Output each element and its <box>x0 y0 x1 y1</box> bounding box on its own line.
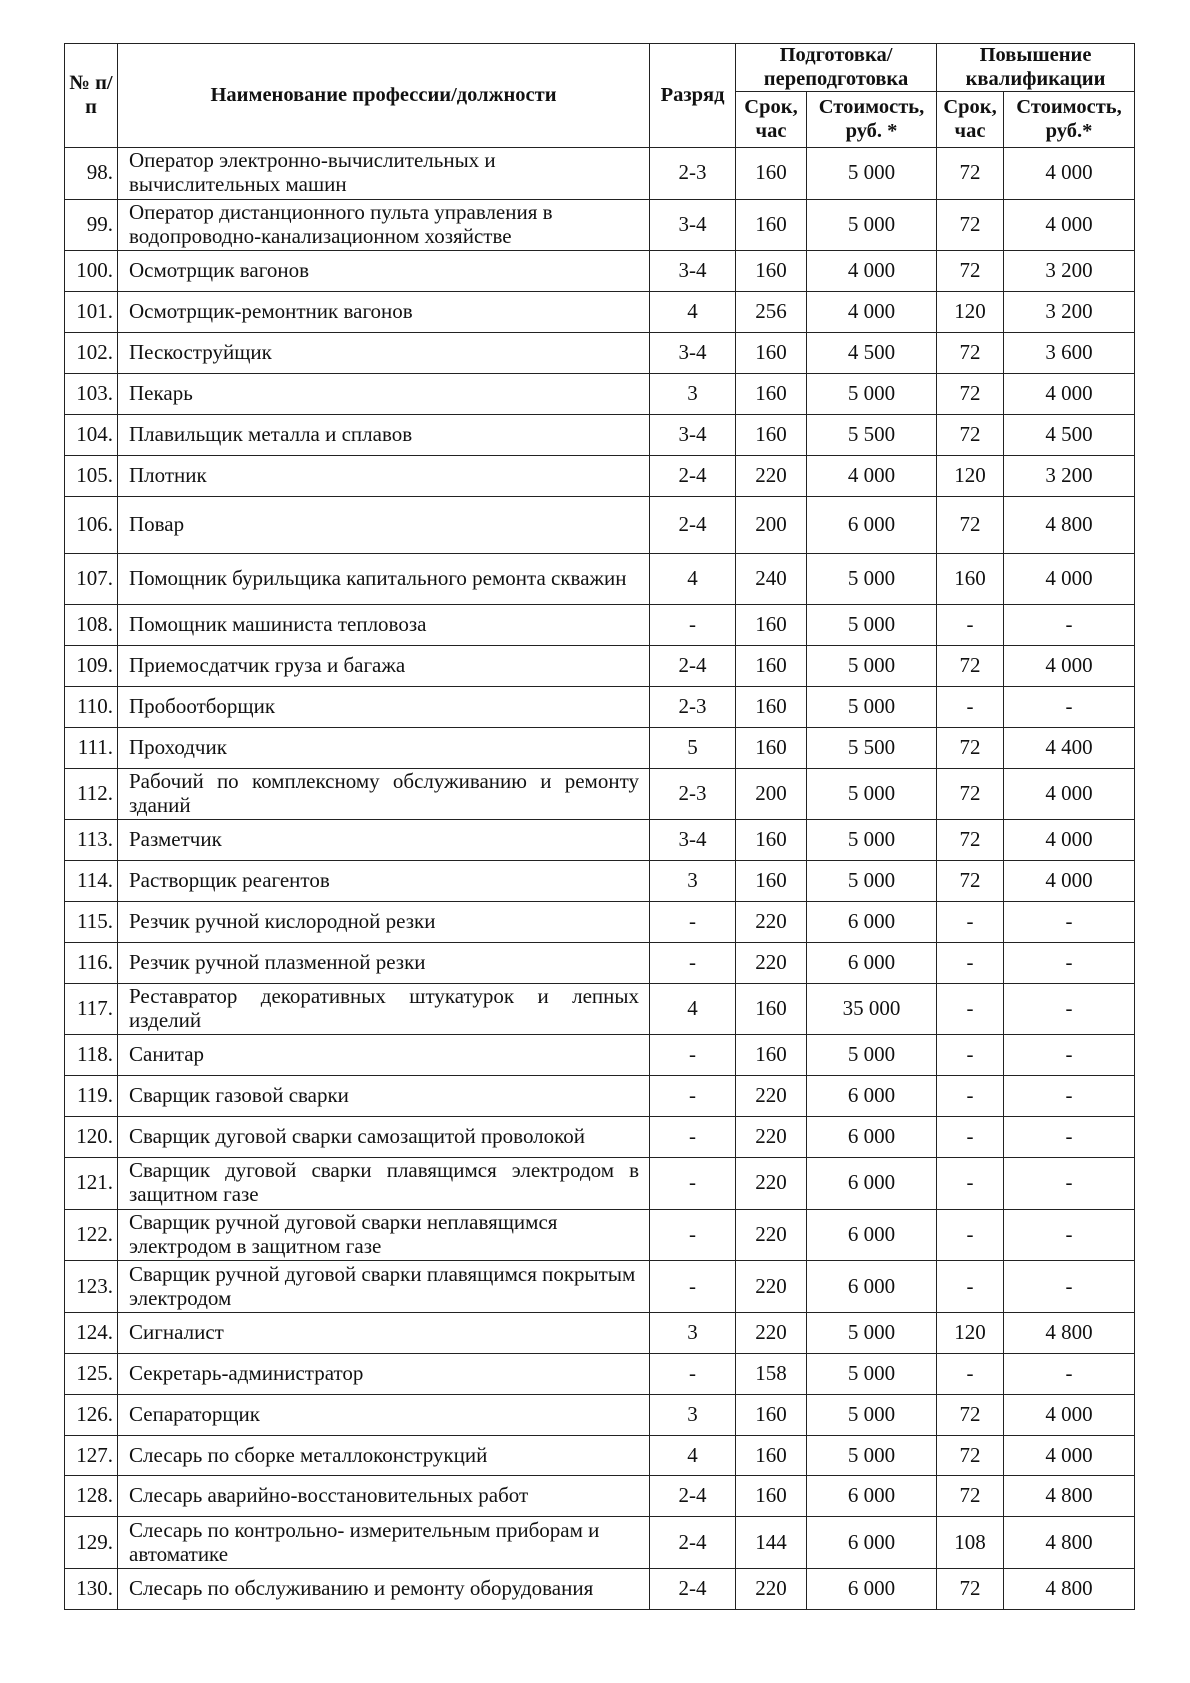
training-hours: 220 <box>736 1568 807 1609</box>
header-advanced-term: Срок, час <box>937 92 1004 148</box>
row-number: 130. <box>65 1568 118 1609</box>
table-row <box>65 1312 1135 1353</box>
advanced-cost: 3 200 <box>1004 251 1135 292</box>
profession-name: Резчик ручной кислородной резки <box>118 902 650 943</box>
advanced-hours: - <box>937 1035 1004 1076</box>
profession-name: Плотник <box>118 455 650 496</box>
training-hours: 160 <box>736 1035 807 1076</box>
professions-price-table <box>64 43 1135 1610</box>
advanced-cost: 4 800 <box>1004 1312 1135 1353</box>
table-row <box>65 373 1135 414</box>
training-hours: 160 <box>736 686 807 727</box>
advanced-hours: 120 <box>937 455 1004 496</box>
profession-name: Оператор электронно-вычислительных и вычислительных машин <box>118 148 650 200</box>
row-number: 107. <box>65 553 118 605</box>
header-num: № п/п <box>65 44 118 148</box>
header-training: Подготовка/ переподготовка <box>736 44 937 92</box>
advanced-hours: 160 <box>937 553 1004 605</box>
row-number: 111. <box>65 727 118 768</box>
profession-name: Слесарь по контрольно- измерительным приборам и автоматике <box>118 1517 650 1569</box>
training-cost: 6 000 <box>807 1476 937 1517</box>
grade-cell: 2-4 <box>650 455 736 496</box>
training-cost: 6 000 <box>807 1117 937 1158</box>
training-hours: 220 <box>736 902 807 943</box>
advanced-hours: - <box>937 686 1004 727</box>
training-hours: 144 <box>736 1517 807 1569</box>
advanced-hours: - <box>937 1117 1004 1158</box>
training-cost: 5 000 <box>807 646 937 687</box>
row-number: 103. <box>65 373 118 414</box>
profession-name: Сварщик газовой сварки <box>118 1076 650 1117</box>
row-number: 114. <box>65 861 118 902</box>
row-number: 126. <box>65 1394 118 1435</box>
training-cost: 6 000 <box>807 942 937 983</box>
table-row <box>65 1158 1135 1210</box>
row-number: 105. <box>65 455 118 496</box>
training-hours: 220 <box>736 1261 807 1313</box>
training-cost: 4 000 <box>807 292 937 333</box>
table-row <box>65 1517 1135 1569</box>
grade-cell: - <box>650 605 736 646</box>
advanced-hours: 72 <box>937 861 1004 902</box>
training-cost: 5 500 <box>807 727 937 768</box>
training-hours: 158 <box>736 1353 807 1394</box>
training-hours: 160 <box>736 251 807 292</box>
training-hours: 240 <box>736 553 807 605</box>
advanced-hours: 108 <box>937 1517 1004 1569</box>
table-row <box>65 1261 1135 1313</box>
table-row <box>65 414 1135 455</box>
training-hours: 160 <box>736 373 807 414</box>
advanced-cost: - <box>1004 1117 1135 1158</box>
grade-cell: - <box>650 942 736 983</box>
profession-name: Осмотрщик вагонов <box>118 251 650 292</box>
training-hours: 220 <box>736 1312 807 1353</box>
row-number: 109. <box>65 646 118 687</box>
advanced-hours: 72 <box>937 148 1004 200</box>
row-number: 102. <box>65 332 118 373</box>
advanced-hours: - <box>937 1353 1004 1394</box>
table-row <box>65 1435 1135 1476</box>
grade-cell: 2-4 <box>650 1568 736 1609</box>
training-hours: 160 <box>736 1435 807 1476</box>
training-hours: 220 <box>736 1117 807 1158</box>
advanced-hours: 72 <box>937 496 1004 553</box>
table-row <box>65 148 1135 200</box>
grade-cell: 4 <box>650 292 736 333</box>
advanced-cost: 4 800 <box>1004 1568 1135 1609</box>
training-cost: 5 000 <box>807 1353 937 1394</box>
grade-cell: 3 <box>650 373 736 414</box>
profession-name: Проходчик <box>118 727 650 768</box>
training-cost: 5 000 <box>807 199 937 251</box>
training-cost: 6 000 <box>807 1261 937 1313</box>
row-number: 121. <box>65 1158 118 1210</box>
table-row <box>65 332 1135 373</box>
header-grade: Разряд <box>650 44 736 148</box>
table-row <box>65 942 1135 983</box>
advanced-cost: 3 200 <box>1004 292 1135 333</box>
advanced-hours: - <box>937 1261 1004 1313</box>
table-row <box>65 768 1135 820</box>
training-hours: 160 <box>736 983 807 1035</box>
advanced-cost: - <box>1004 1076 1135 1117</box>
profession-name: Пекарь <box>118 373 650 414</box>
header-training-cost: Стоимость, руб. * <box>807 92 937 148</box>
row-number: 108. <box>65 605 118 646</box>
advanced-cost: 4 500 <box>1004 414 1135 455</box>
row-number: 115. <box>65 902 118 943</box>
advanced-cost: - <box>1004 1158 1135 1210</box>
row-number: 110. <box>65 686 118 727</box>
row-number: 100. <box>65 251 118 292</box>
table-row <box>65 861 1135 902</box>
training-hours: 160 <box>736 1476 807 1517</box>
training-cost: 6 000 <box>807 496 937 553</box>
advanced-hours: 72 <box>937 727 1004 768</box>
advanced-hours: - <box>937 942 1004 983</box>
training-hours: 220 <box>736 1209 807 1261</box>
row-number: 124. <box>65 1312 118 1353</box>
table-row <box>65 902 1135 943</box>
row-number: 129. <box>65 1517 118 1569</box>
grade-cell: 3-4 <box>650 251 736 292</box>
grade-cell: 3-4 <box>650 820 736 861</box>
grade-cell: - <box>650 1209 736 1261</box>
advanced-hours: 72 <box>937 414 1004 455</box>
advanced-hours: 72 <box>937 646 1004 687</box>
header-name: Наименование профессии/должности <box>118 44 650 148</box>
training-hours: 220 <box>736 1158 807 1210</box>
advanced-hours: 72 <box>937 768 1004 820</box>
training-hours: 160 <box>736 1394 807 1435</box>
advanced-cost: - <box>1004 686 1135 727</box>
table-row <box>65 820 1135 861</box>
profession-name: Слесарь аварийно-восстановительных работ <box>118 1476 650 1517</box>
advanced-cost: 4 000 <box>1004 1394 1135 1435</box>
training-hours: 200 <box>736 496 807 553</box>
advanced-cost: 4 000 <box>1004 768 1135 820</box>
row-number: 123. <box>65 1261 118 1313</box>
advanced-cost: 4 000 <box>1004 148 1135 200</box>
training-cost: 5 000 <box>807 373 937 414</box>
training-cost: 6 000 <box>807 1076 937 1117</box>
table-row <box>65 1568 1135 1609</box>
training-cost: 6 000 <box>807 1209 937 1261</box>
profession-name: Санитар <box>118 1035 650 1076</box>
advanced-cost: - <box>1004 605 1135 646</box>
profession-name: Сварщик дуговой сварки плавящимся электродом в защитном газе <box>118 1158 650 1210</box>
training-cost: 4 000 <box>807 455 937 496</box>
training-cost: 4 000 <box>807 251 937 292</box>
advanced-cost: 4 000 <box>1004 373 1135 414</box>
profession-name: Разметчик <box>118 820 650 861</box>
advanced-hours: - <box>937 1076 1004 1117</box>
grade-cell: 3-4 <box>650 332 736 373</box>
training-cost: 6 000 <box>807 1158 937 1210</box>
table-row <box>65 605 1135 646</box>
advanced-hours: - <box>937 1209 1004 1261</box>
training-hours: 160 <box>736 148 807 200</box>
profession-name: Рабочий по комплексному обслуживанию и ремонту зданий <box>118 768 650 820</box>
training-cost: 4 500 <box>807 332 937 373</box>
grade-cell: 3-4 <box>650 414 736 455</box>
grade-cell: 2-4 <box>650 496 736 553</box>
advanced-cost: 4 400 <box>1004 727 1135 768</box>
grade-cell: - <box>650 1353 736 1394</box>
profession-name: Резчик ручной плазменной резки <box>118 942 650 983</box>
grade-cell: 2-3 <box>650 148 736 200</box>
row-number: 106. <box>65 496 118 553</box>
table-row <box>65 455 1135 496</box>
grade-cell: - <box>650 1261 736 1313</box>
grade-cell: 3 <box>650 1394 736 1435</box>
training-hours: 220 <box>736 942 807 983</box>
training-cost: 35 000 <box>807 983 937 1035</box>
advanced-cost: 4 000 <box>1004 646 1135 687</box>
profession-name: Оператор дистанционного пульта управления в водопроводно-канализационном хозяйстве <box>118 199 650 251</box>
grade-cell: 4 <box>650 983 736 1035</box>
row-number: 112. <box>65 768 118 820</box>
row-number: 113. <box>65 820 118 861</box>
profession-name: Сепараторщик <box>118 1394 650 1435</box>
grade-cell: - <box>650 1035 736 1076</box>
profession-name: Растворщик реагентов <box>118 861 650 902</box>
training-cost: 5 000 <box>807 1435 937 1476</box>
profession-name: Приемосдатчик груза и багажа <box>118 646 650 687</box>
grade-cell: 4 <box>650 1435 736 1476</box>
advanced-cost: - <box>1004 902 1135 943</box>
row-number: 117. <box>65 983 118 1035</box>
advanced-hours: 72 <box>937 1476 1004 1517</box>
advanced-hours: 72 <box>937 373 1004 414</box>
advanced-cost: 3 600 <box>1004 332 1135 373</box>
table-row <box>65 292 1135 333</box>
profession-name: Помощник машиниста тепловоза <box>118 605 650 646</box>
training-cost: 5 000 <box>807 686 937 727</box>
profession-name: Повар <box>118 496 650 553</box>
advanced-cost: 4 000 <box>1004 820 1135 861</box>
advanced-cost: - <box>1004 1209 1135 1261</box>
row-number: 125. <box>65 1353 118 1394</box>
training-cost: 5 000 <box>807 861 937 902</box>
grade-cell: 3-4 <box>650 199 736 251</box>
training-hours: 160 <box>736 727 807 768</box>
profession-name: Реставратор декоративных штукатурок и лепных изделий <box>118 983 650 1035</box>
table-row <box>65 646 1135 687</box>
grade-cell: 2-3 <box>650 686 736 727</box>
header-advanced: Повышение квалификации <box>937 44 1135 92</box>
advanced-cost: 4 800 <box>1004 1517 1135 1569</box>
advanced-hours: - <box>937 1158 1004 1210</box>
profession-name: Пескоструйщик <box>118 332 650 373</box>
table-row <box>65 199 1135 251</box>
training-cost: 6 000 <box>807 902 937 943</box>
table-row <box>65 251 1135 292</box>
table-row <box>65 1035 1135 1076</box>
training-cost: 5 000 <box>807 553 937 605</box>
training-cost: 5 000 <box>807 1312 937 1353</box>
row-number: 120. <box>65 1117 118 1158</box>
row-number: 128. <box>65 1476 118 1517</box>
grade-cell: 3 <box>650 861 736 902</box>
grade-cell: 2-4 <box>650 1517 736 1569</box>
grade-cell: - <box>650 1117 736 1158</box>
training-cost: 5 500 <box>807 414 937 455</box>
training-hours: 160 <box>736 332 807 373</box>
header-advanced-cost: Стоимость, руб.* <box>1004 92 1135 148</box>
grade-cell: 5 <box>650 727 736 768</box>
advanced-hours: - <box>937 902 1004 943</box>
training-cost: 5 000 <box>807 768 937 820</box>
training-cost: 5 000 <box>807 1035 937 1076</box>
advanced-hours: 72 <box>937 199 1004 251</box>
advanced-cost: 4 000 <box>1004 861 1135 902</box>
profession-name: Слесарь по обслуживанию и ремонту оборудования <box>118 1568 650 1609</box>
row-number: 122. <box>65 1209 118 1261</box>
advanced-cost: - <box>1004 1353 1135 1394</box>
header-training-term: Срок, час <box>736 92 807 148</box>
table-row <box>65 1394 1135 1435</box>
grade-cell: 2-4 <box>650 646 736 687</box>
row-number: 101. <box>65 292 118 333</box>
training-hours: 160 <box>736 414 807 455</box>
training-cost: 5 000 <box>807 605 937 646</box>
grade-cell: - <box>650 1158 736 1210</box>
grade-cell: 2-3 <box>650 768 736 820</box>
advanced-cost: - <box>1004 1261 1135 1313</box>
profession-name: Секретарь-администратор <box>118 1353 650 1394</box>
training-hours: 160 <box>736 646 807 687</box>
table-body <box>65 148 1135 1610</box>
advanced-cost: 4 000 <box>1004 199 1135 251</box>
row-number: 104. <box>65 414 118 455</box>
table-row <box>65 496 1135 553</box>
training-hours: 160 <box>736 605 807 646</box>
advanced-hours: 72 <box>937 1568 1004 1609</box>
row-number: 119. <box>65 1076 118 1117</box>
training-hours: 160 <box>736 820 807 861</box>
training-hours: 256 <box>736 292 807 333</box>
row-number: 116. <box>65 942 118 983</box>
row-number: 99. <box>65 199 118 251</box>
training-hours: 220 <box>736 1076 807 1117</box>
training-cost: 6 000 <box>807 1568 937 1609</box>
profession-name: Плавильщик металла и сплавов <box>118 414 650 455</box>
profession-name: Сварщик ручной дуговой сварки плавящимся покрытым электродом <box>118 1261 650 1313</box>
advanced-cost: 4 800 <box>1004 1476 1135 1517</box>
profession-name: Осмотрщик-ремонтник вагонов <box>118 292 650 333</box>
table-row <box>65 983 1135 1035</box>
advanced-hours: - <box>937 983 1004 1035</box>
advanced-cost: - <box>1004 983 1135 1035</box>
grade-cell: 3 <box>650 1312 736 1353</box>
table-header <box>65 44 1135 148</box>
advanced-cost: 4 000 <box>1004 553 1135 605</box>
training-cost: 6 000 <box>807 1517 937 1569</box>
advanced-cost: - <box>1004 1035 1135 1076</box>
training-hours: 160 <box>736 199 807 251</box>
row-number: 98. <box>65 148 118 200</box>
profession-name: Помощник бурильщика капитального ремонта скважин <box>118 553 650 605</box>
advanced-cost: 3 200 <box>1004 455 1135 496</box>
advanced-hours: 72 <box>937 332 1004 373</box>
table-row <box>65 1117 1135 1158</box>
advanced-cost: 4 800 <box>1004 496 1135 553</box>
table-row <box>65 1353 1135 1394</box>
grade-cell: 2-4 <box>650 1476 736 1517</box>
advanced-hours: - <box>937 605 1004 646</box>
advanced-hours: 72 <box>937 1435 1004 1476</box>
table-row <box>65 727 1135 768</box>
grade-cell: 4 <box>650 553 736 605</box>
advanced-hours: 120 <box>937 292 1004 333</box>
training-cost: 5 000 <box>807 1394 937 1435</box>
profession-name: Слесарь по сборке металлоконструкций <box>118 1435 650 1476</box>
training-hours: 200 <box>736 768 807 820</box>
profession-name: Сварщик дуговой сварки самозащитой проволокой <box>118 1117 650 1158</box>
training-cost: 5 000 <box>807 820 937 861</box>
advanced-hours: 72 <box>937 251 1004 292</box>
row-number: 118. <box>65 1035 118 1076</box>
table-row <box>65 553 1135 605</box>
profession-name: Сварщик ручной дуговой сварки неплавящимся электродом в защитном газе <box>118 1209 650 1261</box>
document-page <box>64 43 1134 1610</box>
table-row <box>65 1476 1135 1517</box>
training-cost: 5 000 <box>807 148 937 200</box>
advanced-hours: 120 <box>937 1312 1004 1353</box>
advanced-hours: 72 <box>937 1394 1004 1435</box>
training-hours: 220 <box>736 455 807 496</box>
table-row <box>65 1209 1135 1261</box>
advanced-cost: 4 000 <box>1004 1435 1135 1476</box>
advanced-cost: - <box>1004 942 1135 983</box>
training-hours: 160 <box>736 861 807 902</box>
profession-name: Пробоотборщик <box>118 686 650 727</box>
table-row <box>65 1076 1135 1117</box>
grade-cell: - <box>650 902 736 943</box>
table-row <box>65 686 1135 727</box>
grade-cell: - <box>650 1076 736 1117</box>
profession-name: Сигналист <box>118 1312 650 1353</box>
row-number: 127. <box>65 1435 118 1476</box>
advanced-hours: 72 <box>937 820 1004 861</box>
